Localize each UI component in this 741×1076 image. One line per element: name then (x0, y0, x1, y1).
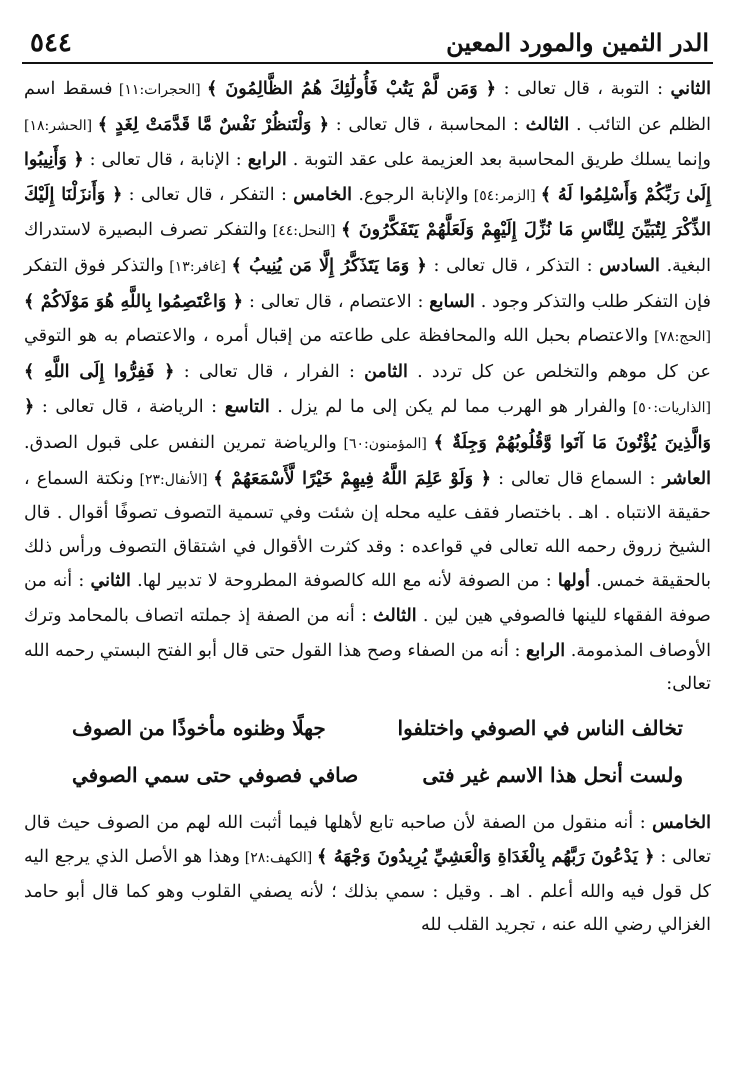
poem-first-hemistich: تخالف الناس في الصوفي واختلفوا (397, 716, 683, 741)
paragraph (24, 806, 711, 943)
verse-reference: [النحل:٤٤] (267, 223, 342, 240)
text-run: فسقط اسم الظلم عن التائب . (24, 79, 711, 135)
section-label: التاسع (224, 396, 270, 418)
text-run: : التفكر ، قال تعالى : (122, 184, 294, 205)
verse-reference: [الحجرات:١١] (112, 82, 208, 98)
verse-reference: [الكهف:٢٨] (239, 850, 318, 867)
text-run: : أنه من الصفة إذ جملته اتصاف بالمحامد وترك الأوصاف المذمومة. (24, 605, 712, 661)
text-run: : المحاسبة ، قال تعالى : (329, 114, 526, 135)
verse-reference: [الحشر:١٨] (24, 117, 98, 134)
section-label: الثالث (525, 113, 570, 135)
section-label: الخامس (293, 183, 353, 205)
text-run: والاعتصام بحبل الله والمحافظة على طاعته من إقبال أمره ، والاعتصام به هو التوقي عن كل موهم والتخلص عن كل تردد . (24, 326, 711, 382)
text-run: : الإنابة ، قال تعالى : (83, 150, 248, 171)
page-header (22, 20, 713, 64)
poem-verse (24, 753, 711, 800)
verse-reference: [الذاريات:٥٠] (626, 400, 712, 417)
section-label: السادس (599, 254, 660, 276)
quran-verse: ﴿ وَأَنِيبُوا إِلَىٰ رَبِّكُمْ وَأَسْلِمُوا لَهُ ﴾ (24, 149, 711, 205)
section-label: أولها (557, 570, 591, 592)
quran-verse: ﴿ وَالَّذِينَ يُؤْتُونَ مَا آتَوا وَّقُلُوبُهُمْ وَجِلَةٌ ﴾ (24, 396, 711, 453)
section-label: الرابع (526, 639, 566, 661)
text-run: : التوبة ، قال تعالى : (496, 79, 671, 99)
section-label: الرابع (247, 149, 287, 171)
text-run: وإنما يسلك طريق المحاسبة بعد العزيمة على عقد التوبة . (286, 150, 711, 171)
poem-second-hemistich: جهلًا وظنوه مأخوذًا من الصوف (72, 716, 326, 741)
quran-verse: ﴿ فَفِرُّوا إِلَى اللَّهِ ﴾ (24, 360, 175, 382)
section-label: الثاني (670, 78, 711, 99)
text-run: : من الصوفة لأنه مع الله كالصوفة المطروحة لا تدبير لها. (130, 571, 558, 592)
quran-verse: ﴿ يَدْعُونَ رَبَّهُم بِالْغَدَاةِ وَالْعَشِيِّ يُرِيدُونَ وَجْهَهُ ﴾ (317, 846, 655, 868)
text-run: : أنه من الصفاء وصح هذا القول حتى قال أبو الفتح البستي رحمه الله تعالى: (24, 640, 711, 695)
poem (24, 706, 711, 800)
quran-verse: ﴿ وَأَنزَلْنَا إِلَيْكَ الذِّكْرَ لِتُبَيِّنَ لِلنَّاسِ مَا نُزِّلَ إِلَيْهِمْ وَلَعَلَّهُمْ يَتَفَكَّرُونَ ﴾ (24, 183, 711, 241)
section-label: الثامن (364, 360, 408, 382)
text-run: والتفكر تصرف البصيرة لاستدراك البغية. (24, 220, 711, 276)
text-run: والإنابة الرجوع. (352, 184, 469, 205)
page-number: ٥٤٤ (30, 28, 72, 58)
text-run: : الرياضة ، قال تعالى : (34, 397, 225, 418)
text-run: : الاعتصام ، قال تعالى : (243, 291, 430, 312)
section-label: العاشر (662, 467, 711, 489)
section-label: السابع (429, 290, 475, 312)
verse-reference: [غافر:١٣] (163, 258, 232, 275)
text-run: والتذكر فوق التفكر فإن التفكر طلب والتذكر وجود . (24, 255, 711, 312)
text-run: والفرار هو الهرب مما لم يكن إلى ما لم يزل . (269, 397, 627, 418)
text-run: ونكتة السماع ، حقيقة الانتباه . اهـ . باختصار فقف عليه محله إن شئت وفي تسمية التصوف تصوفًا أقوال . قال الشيخ زروق رحمه الله تعالى في قواعده : وقد كثرت الأقوال في اشتقاق التصوف ورأس ذلك بالحقيقة خمس. (24, 468, 711, 592)
quran-verse: ﴿ وَلْتَنظُرْ نَفْسٌ مَّا قَدَّمَتْ لِغَدٍ ﴾ (97, 113, 330, 135)
text-run: : أنه من صوفة الفقهاء للينها فالصوفي هين لين . (24, 571, 711, 626)
quran-verse: ﴿ وَمَن لَّمْ يَتُبْ فَأُولَٰئِكَ هُمُ الظَّالِمُونَ ﴾ (207, 78, 497, 99)
section-label: الثاني (90, 570, 131, 592)
text-run: : أنه منقول من الصفة لأن صاحبه تابع لأهلها فيما أثبت الله لهم من الصوف حيث قال تعالى : (24, 812, 712, 868)
section-label: الخامس (652, 811, 711, 833)
verse-reference: [الزمر:٥٤] (468, 187, 541, 204)
verse-reference: [الحج:٧٨] (648, 329, 711, 346)
quran-verse: ﴿ وَلَوْ عَلِمَ اللَّهُ فِيهِمْ خَيْرًا لَّأَسْمَعَهُمْ ﴾ (213, 467, 492, 489)
quran-verse: ﴿ وَاعْتَصِمُوا بِاللَّهِ هُوَ مَوْلَاكُمْ ﴾ (24, 290, 244, 312)
verse-reference: [الأنفال:٢٣] (133, 471, 214, 488)
running-title: الدر الثمين والمورد المعين (446, 28, 709, 57)
poem-verse (24, 706, 711, 753)
text-run: : السماع قال تعالى : (491, 468, 663, 489)
text-run: وهذا هو الأصل الذي يرجع اليه كل قول فيه والله أعلم . اهـ . وقيل : سمي بذلك ؛ لأنه يصفي القلوب وهو كما قال أبو حامد الغزالي رضي الله عنه ، تجريد القلب لله (24, 847, 711, 936)
section-label: الثالث (373, 604, 417, 626)
text-run: : الفرار ، قال تعالى : (174, 361, 365, 382)
poem-second-hemistich: صافي فصوفي حتى سمي الصوفي (72, 763, 359, 788)
text-run: : التذكر ، قال تعالى : (426, 255, 600, 276)
poem-first-hemistich: ولست أنحل هذا الاسم غير فتى (422, 763, 683, 788)
text-run: والرياضة تمرين النفس على قبول الصدق. (24, 432, 337, 453)
verse-reference: [المؤمنون:٦٠] (336, 435, 434, 452)
paragraph (24, 72, 711, 702)
quran-verse: ﴿ وَمَا يَتَذَكَّرُ إِلَّا مَن يُنِيبُ ﴾ (231, 254, 427, 276)
body-text (24, 72, 711, 943)
